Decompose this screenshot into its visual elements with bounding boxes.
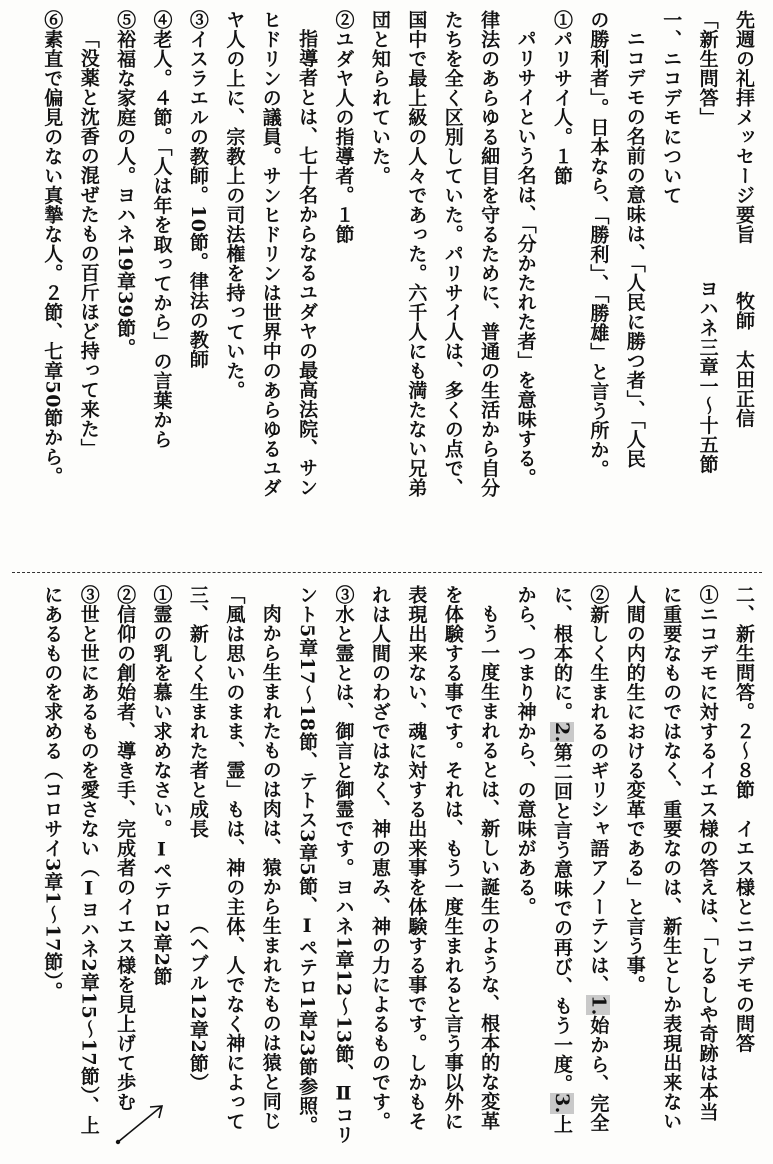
hebrews-reference: （ヘブル12章2節） (186, 914, 209, 1093)
paragraph-line: ②新しく生まれるのギリシャ語アノーテンは、1.始から、完全 (587, 585, 610, 1133)
highlight-marker: 3. (550, 1093, 573, 1115)
paragraph-line: に、根本的に。2.第二回と言う意味での再び、もう一度。3.上 (550, 585, 573, 1134)
scripture-reference: ヨハネ三章一〜十五節 (696, 279, 719, 474)
list-item-teacher: ③イスラエルの教師。10節。律法の教師 (186, 10, 209, 369)
list-item-leader: ②ユダヤ人の指導者。１節 (332, 10, 355, 244)
paragraph-line: 表現出来ない、魂に対する出来事を体験する事です。しかもそ (405, 585, 428, 1131)
paragraph-line: ヤ人の上に、宗教上の司法権を持っていた。 (223, 10, 246, 400)
paragraph-line: たちを全く区別していた。パリサイ人は、多くの点で、 (441, 10, 464, 498)
paragraph-line: 律法のあらゆる細目を守るために、普通の生活から自分 (478, 10, 501, 498)
paragraph-line: ヒドリンの議員。サンヒドリンは世界中のあらゆるユダ (259, 10, 282, 498)
paragraph-line: の勝利者」。日本なら、「勝利」、「勝雄」と言う所か。 (587, 10, 610, 479)
paragraph-line: パリサイという名は、「分かたれた者」を意味する。 (514, 29, 537, 488)
paragraph-line: ①ニコデモに対するイエス様の答えは、「しるしや奇跡は本当 (696, 585, 719, 1122)
bottom-section (12, 585, 762, 1155)
paragraph-line: に重要なものではなく、重要なのは、新生としか表現出来ない (660, 585, 683, 1131)
heading-nicodemus: 一、ニコデモについて (660, 10, 683, 205)
section-divider (12, 572, 762, 573)
pastor-name: 牧師 太田正信 (733, 291, 755, 428)
highlight-marker: 1. (587, 994, 610, 1016)
paragraph-line: ③水と霊とは、御言と御霊です。ヨハネ1章12〜13節、Ⅱコリ (332, 585, 355, 1145)
list-item-pharisee: ①パリサイ人。１節 (550, 10, 573, 186)
paragraph-line: ニコデモの名前の意味は、「人民に勝つ者」、「人民 (623, 29, 646, 469)
section-label: 「新生問答」ヨハネ三章一〜十五節 (696, 10, 719, 474)
paragraph-line: 指導者とは、七十名からなるユダヤの最高法院、サン (296, 29, 319, 497)
message-title: 先週の礼拝メッセージ要旨牧師 太田正信 (733, 10, 755, 428)
list-item-wealthy: ⑤裕福な家庭の人。ヨハネ19章39節。 (114, 10, 137, 358)
paragraph-line: を体験する事です。それは、もう一度生まれると言う事以外に (441, 585, 464, 1131)
paragraph-line: 肉から生まれたものは肉は、猿から生まれたものは猿と同じ (259, 604, 282, 1131)
list-item-not-love-world: ③世と世にあるものを愛さない（Ⅰヨハネ2章15〜17節）、上 (77, 585, 100, 1135)
paragraph-line: 団と知られていた。 (368, 10, 391, 186)
list-item-old-man: ④老人。４節。「人は年を取ってから」の言葉から (150, 10, 173, 449)
list-item-spiritual-milk: ①霊の乳を慕い求めなさい。Ⅰペテロ2章2節 (150, 585, 173, 986)
paragraph-line: ント5章17〜18節、テトス3章5節、Ⅰペテロ1章23節参照。 (296, 585, 319, 1135)
heading-new-birth: 二、新生問答。２〜８節 イエス様とニコデモの問答 (733, 585, 755, 1053)
list-item-sincere: ⑥素直で偏見のない真摯な人。２節、七章50節から。 (41, 10, 64, 486)
paragraph-line: から、つまり神から、の意味がある。 (514, 585, 537, 917)
paragraph-line: 国中で最上級の人々であった。六千人にも満たない兄弟 (405, 10, 428, 498)
handwritten-arrow-icon (112, 1100, 168, 1148)
paragraph-line: 「風は思いのまま、霊」もは、神の主体、人でなく神によって (223, 585, 246, 1131)
paragraph-line: もう一度生まれるとは、新しい誕生のような、根本的な変革 (478, 604, 501, 1131)
top-section (12, 10, 762, 565)
highlight-marker: 2. (550, 721, 573, 743)
paragraph-line: れは人間のわざではなく、神の恵み、神の力によるものです。 (368, 585, 391, 1131)
list-item-look-to-jesus: ②信仰の創始者、導き手、完成者のイエス様を見上げて歩む (114, 585, 137, 1112)
paragraph-line: 「没薬と沈香の混ぜたもの百斤ほど持って来た」 (77, 29, 100, 458)
heading-growth: 三、新しく生まれた者と成長（ヘブル12章2節） (186, 585, 209, 1093)
paragraph-line: 人間の内的生における変革である」と言う事。 (623, 585, 646, 995)
paragraph-line: にあるものを求める（コロサイ3章1〜17節）。 (41, 585, 64, 1001)
